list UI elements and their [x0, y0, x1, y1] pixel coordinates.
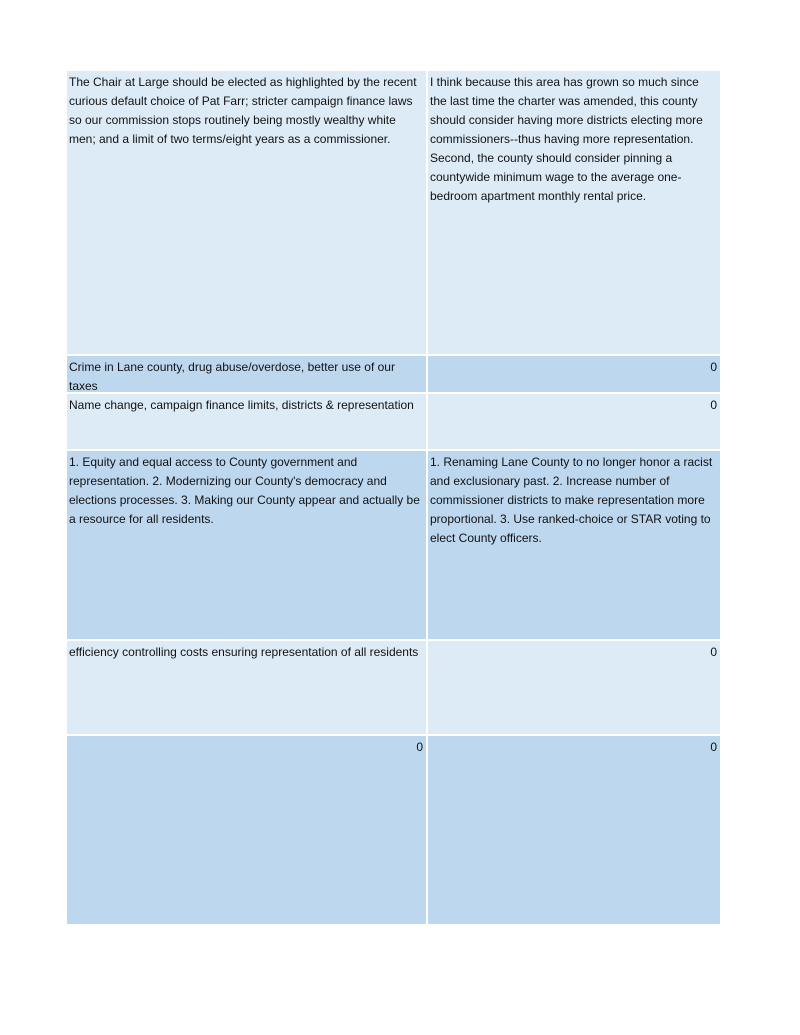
- response-cell: 0: [710, 360, 717, 374]
- response-cell: 1. Renaming Lane County to no longer honor a racist and exclusionary past. 2. Increase number of commissioner districts to make representation more proportional. 3. Use ranked-choice or STAR voting to elect County officers.: [430, 455, 713, 545]
- response-cell: efficiency controlling costs ensuring representation of all residents: [67, 641, 428, 734]
- response-cell: 0: [710, 398, 717, 412]
- table-row: [67, 736, 720, 924]
- response-cell: Name change, campaign finance limits, districts & representation: [67, 394, 428, 449]
- table-row: [67, 356, 720, 394]
- response-cell: 0: [67, 736, 428, 924]
- table-row: [67, 641, 720, 736]
- response-cell: I think because this area has grown so much since the last time the charter was amended, this county should consider having more districts electing more commissioners--thus having more representation. Second, the county should consider pinning a countywide minimum wage to the average one-bedroom apartment monthly rental price.: [430, 75, 703, 203]
- table-row: [67, 71, 720, 356]
- response-cell: The Chair at Large should be elected as highlighted by the recent curious default choice of Pat Farr; stricter campaign finance laws so our commission stops routinely being mostly wealthy white men; and a limit of two terms/eight years as a commissioner.: [67, 71, 428, 354]
- table-row: [67, 394, 720, 451]
- response-table: [67, 71, 720, 924]
- table-row: [67, 451, 720, 641]
- response-cell: 0: [710, 740, 717, 754]
- response-cell: 1. Equity and equal access to County government and representation. 2. Modernizing our County's democracy and elections processes. 3. Making our County appear and actually be a resource for all residents.: [67, 451, 428, 639]
- response-cell: 0: [710, 645, 717, 659]
- response-cell: Crime in Lane county, drug abuse/overdose, better use of our taxes: [67, 356, 428, 392]
